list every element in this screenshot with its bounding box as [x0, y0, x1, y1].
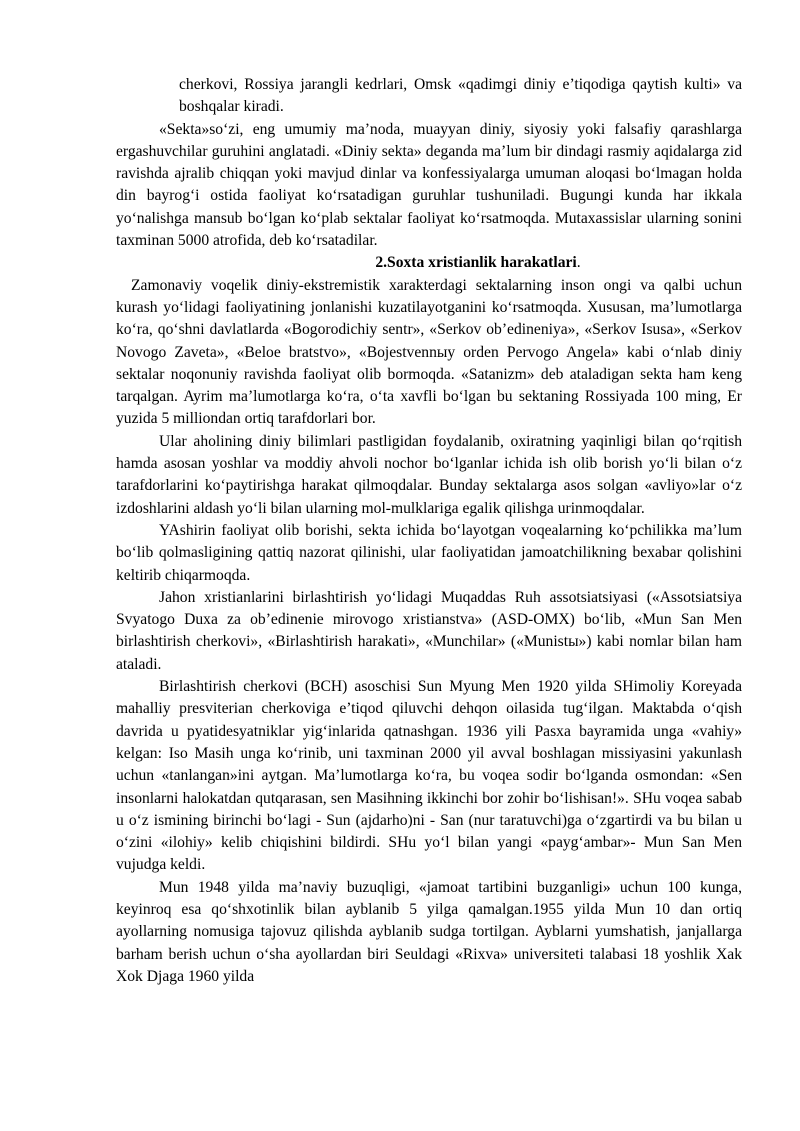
paragraph-sekta-definition: «Sekta»so‘zi, eng umumiy ma’noda, muayyan diniy, siyosiy yoki falsafiy qarashlarga ergashuvchilar guruhini anglatadi. «Diniy sekta» deganda ma’lum bir dindagi rasmiy aqidalarga zid ravishda ajralib chiqqan yoki mavjud dinlar va konfessiyalarga umuman aloqasi bo‘lmagan holda din bayrog‘i ostida faoliyat ko‘rsatadigan guruhlar tushuniladi. Bugungi kunda har ikkala yo‘nalishga mansub bo‘lgan ko‘plab sektalar faoliyat ko‘rsatmoqda. Mutaxassislar ularning sonini taxminan 5000 atrofida, deb ko‘rsatadilar. — [116, 120, 742, 250]
paragraph-mun-history: Mun 1948 yilda ma’naviy buzuqligi, «jamoat tartibini buzganligi» uchun 100 kunga, keyinroq esa qo‘shxotinlik bilan ayblanib 5 yilga qamalgan.1955 yilda Mun 10 dan ortiq ayollarning nomusiga tajovuz qilishda ayblanib sudga tortilgan. Ayblarni yumshatish, janjallarga barham berish uchun o‘sha ayollardan biri Seuldagi «Rixva» universiteti talabasi 18 yoshlik Xak Xok Djaga 1960 yilda — [116, 878, 742, 985]
section-heading-text: 2.Soxta xristianlik harakatlari — [375, 254, 577, 272]
section-heading-dot: . — [576, 254, 581, 272]
paragraph-modern-sects: Zamonaviy voqelik diniy-ekstremistik xarakterdagi sektalarning inson ongi va qalbi uchun kurash yo‘lidagi faoliyatining jonlanishi kuzatilayotganini ko‘rsatmoqda. Xususan, ma’lumotlarga ko‘ra, qo‘shni davlatlarda «Bogorodichiy sentr», «Serkov ob’edineniya», «Serkov Isusa», «Serkov Novogo Zaveta», «Beloe bratstvo», «Bojestvennыy orden Pervogo Angela» kabi o‘nlab diniy sektalar noqonuniy ravishda faoliyat olib bormoqda. «Satanizm» deb ataladigan sekta ham keng tarqalgan. Ayrim ma’lumotlarga ko‘ra, o‘ta xavfli bo‘lgan bu sektaning Rossiyada 100 ming, Er yuzida 5 milliondan ortiq tarafdorlari bor. — [116, 276, 742, 428]
paragraph-continuation: cherkovi, Rossiya jarangli kedrlari, Omsk «qadimgi diniy e’tiqodiga qaytish kulti» va boshqalar kiradi. — [179, 76, 742, 116]
paragraph-secrecy: YAshirin faoliyat olib borishi, sekta ichida bo‘layotgan voqealarning ko‘pchilikka ma’lum bo‘lib qolmasligining qattiq nazorat qilinishi, ular faoliyatidan jamoatchilikning bexabar qolishini keltirib chiqarmoqda. — [116, 521, 742, 584]
section-heading — [116, 252, 742, 274]
paragraph-methods: Ular aholining diniy bilimlari pastligidan foydalanib, oxiratning yaqinligi bilan qo‘rqitish hamda asosan yoshlar va moddiy ahvoli nochor bo‘lganlar ichida ish olib borish yo‘li bilan o‘z tarafdorlarini ko‘paytirishga harakat qilmoqdalar. Bunday sektalarga asos solgan «avliyo»lar o‘z izdoshlarini aldash yo‘li bilan ularning mol-mulklariga egalik qilishga urinmoqdalar. — [116, 432, 742, 517]
paragraph-founder: Birlashtirish cherkovi (BCH) asoschisi Sun Myung Men 1920 yilda SHimoliy Koreyada mahalliy presviterian cherkoviga e’tiqod qiluvchi dehqon oilasida tug‘ilgan. Maktabda o‘qish davrida u pyatidesyatniklar yig‘inlarida qatnashgan. 1936 yili Pasxa bayramida unga «vahiy» kelgan: Iso Masih unga ko‘rinib, uni taxminan 2000 yil avval boshlagan missiyasini yakunlash uchun «tanlangan»ini aytgan. Ma’lumotlarga ko‘ra, bu voqea sodir bo‘lganda osmondan: «Sen insonlarni halokatdan qutqarasan, sen Masihning ikkinchi bor zohir bo‘lishisan!». SHu voqea sabab u o‘z ismining birinchi bo‘lagi - Sun (ajdarho)ni - San (nur taratuvchi)ga o‘zgartirdi va bu bilan u o‘zini «ilohiy» kelib chiqishini bildirdi. SHu yo‘l bilan yangi «payg‘ambar»- Mun San Men vujudga keldi. — [116, 678, 742, 874]
document-page — [116, 74, 742, 988]
paragraph-association: Jahon xristianlarini birlashtirish yo‘lidagi Muqaddas Ruh assotsiatsiyasi («Assotsiatsiya Svyatogo Duxa za ob’edinenie mirovogo xristianstva» (ASD-OMX) bo‘lib, «Mun San Men birlashtirish cherkovi», «Birlashtirish harakati», «Munchilar» («Munistы») kabi nomlar bilan ham ataladi. — [116, 588, 742, 673]
